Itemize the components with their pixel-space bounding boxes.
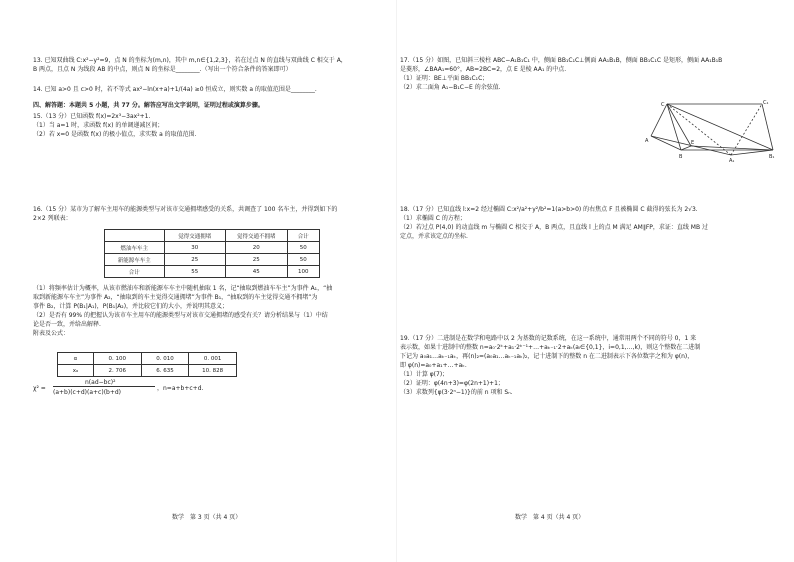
table-row xyxy=(58,365,237,377)
q16-part-2a: （2）是否有 99% 的把握认为该市车主用车的能源类型与对该市交通拥堵的感受有关？请分析结果与（1）中结 xyxy=(33,312,328,319)
label-A1: A₁ xyxy=(729,158,735,162)
table-cell xyxy=(105,230,165,242)
table-cell: 0. 010 xyxy=(141,353,189,365)
label-B1: B₁ xyxy=(769,154,775,160)
label-A: A xyxy=(645,138,649,144)
table-cell: 觉得交通不拥堵 xyxy=(226,230,288,242)
q19-line-7: （3）求数列{φ(3·2ⁿ−1)}的前 n 项和 Sₙ. xyxy=(400,389,513,396)
q16-line-2: 2×2 列联表： xyxy=(33,215,72,222)
q18-line-2: （1）求椭圆 C 的方程； xyxy=(400,215,466,222)
q17-line-1: 17.（15 分）如图，已知斜三棱柱 ABC−A₁B₁C₁ 中，侧面 BB₁C₁C⊥侧面 AA₁B₁B，侧面 BB₁C₁C 是矩形，侧面 AA₁B₁B xyxy=(400,57,723,64)
question-18 xyxy=(400,205,708,241)
question-15 xyxy=(33,112,197,139)
table-header-row xyxy=(105,230,320,242)
table-cell: α xyxy=(58,353,94,365)
segment-E-C xyxy=(667,104,691,146)
table-cell: 55 xyxy=(164,266,226,278)
q19-line-3: 下记为 a₀a₁…aₖ₋₁aₖ，再(n)₂=(a₀a₁…aₖ₋₁aₖ)₂，记十进制下的整数 n 在二进制表示下各位数字之和为 φ(n)， xyxy=(400,353,694,360)
question-14 xyxy=(33,85,317,94)
label-E: E xyxy=(691,140,695,146)
section-header: 四、解答题：本题共 5 小题，共 77 分。解答应写出文字说明，证明过程或演算步骤。 xyxy=(33,102,264,109)
q15-line-1: 15.（13 分）已知函数 f(x)=2x³−3ax²+1. xyxy=(33,113,151,120)
question-13 xyxy=(33,56,347,74)
q15-line-2: （1）当 a=1 时，求函数 f(x) 的单调递减区间； xyxy=(33,122,164,129)
q14-line-1: 14. 已知 a>0 且 c>0 时，若不等式 ax²−ln(x+a)+1/(4a) ≥0 恒成立，则实数 a 的取值范围是________. xyxy=(33,86,317,93)
formula-numerator: n(ad−bc)² xyxy=(85,379,116,386)
question-16-intro xyxy=(33,205,337,223)
table-row xyxy=(105,242,320,254)
table-cell: 新能源车车主 xyxy=(105,254,165,266)
table-cell: 25 xyxy=(226,254,288,266)
table-cell: 30 xyxy=(164,242,226,254)
edge-C-B xyxy=(667,104,681,150)
label-B: B xyxy=(679,154,683,160)
q18-line-3: （2）若过点 P(4,0) 的动直线 m 与椭圆 C 相交于 A，B 两点，且直线 l 上的点 M 满足 AM∥FP，求证：直线 MB 过 xyxy=(400,224,709,231)
q17-line-2: 是菱形，∠BAA₁=60°，AB=2BC=2，点 E 是棱 AA₁ 的中点. xyxy=(400,66,567,73)
page-4 xyxy=(397,0,794,562)
table-cell: 50 xyxy=(287,254,319,266)
fraction-bar xyxy=(53,386,155,387)
edge-C-A xyxy=(651,104,667,136)
edge-C1-B1 xyxy=(762,104,773,150)
q16-part-1c: 事件 B₂，计算 P(B₁|A₁)，P(B₁|A₂)，并比较它们的大小，并说明其意义； xyxy=(33,303,229,310)
page-footer: 数学 第 3 页（共 4 页） xyxy=(172,514,242,521)
table-cell: 0. 100 xyxy=(93,353,141,365)
question-16-parts xyxy=(33,284,332,338)
q16-appendix-label: 附表及公式： xyxy=(33,330,70,337)
q16-part-1b: 取到新能源车车主”为事件 A₂，“抽取到的车主觉得交通拥堵”为事件 B₁，“抽取到的车主觉得交通不拥堵”为 xyxy=(33,294,318,301)
q18-line-1: 18.（17 分）已知直线 l:x=2 经过椭圆 C:x²/a²+y²/b²=1(a>b>0) 的右焦点 F 且被椭圆 C 截得的弦长为 2√3. xyxy=(400,206,698,213)
table-cell: 0. 001 xyxy=(189,353,237,365)
q13-line-1: 13. 已知双曲线 C:x²−y²=9，点 N 的坐标为(m,n)，其中 m,n∈{1,2,3}，若在过点 N 的直线与双曲线 C 相交于 A， xyxy=(33,57,347,64)
question-17 xyxy=(400,56,722,92)
q13-line-2: B 两点，且点 N 为线段 AB 的中点，则点 N 的坐标是________.（写出一个符合条件的答案即可） xyxy=(33,66,292,73)
label-C: C xyxy=(661,102,665,108)
contingency-table xyxy=(104,229,320,278)
q16-line-1: 16.（15 分）某市为了解车主用车的能源类型与对该市交通拥堵感受的关系，共调查了 100 名车主，并得到如下的 xyxy=(33,206,338,213)
table-cell: 50 xyxy=(287,242,319,254)
hidden-A1-C1 xyxy=(731,104,762,155)
q19-line-2: 表示数，如果十进制中的整数 n=a₀·2ᵏ+a₁·2ᵏ⁻¹+…+aₖ₋₁·2+aₖ(aᵢ∈{0,1}，i=0,1,…,k)，则这个整数在二进制 xyxy=(400,344,701,351)
table-cell: 2. 706 xyxy=(93,365,141,377)
table-row xyxy=(58,353,237,365)
table-cell: 25 xyxy=(164,254,226,266)
segment-E-B1 xyxy=(691,146,773,150)
question-19 xyxy=(400,334,700,397)
table-cell: 100 xyxy=(287,266,319,278)
page-footer: 数学 第 4 页（共 4 页） xyxy=(515,514,585,521)
q17-line-3: （1）证明：BE⊥平面 BB₁C₁C； xyxy=(400,75,489,82)
edge-A1-B1 xyxy=(731,150,773,155)
q17-line-4: （2）求二面角 A₁−B₁C−E 的余弦值. xyxy=(400,84,501,91)
table-cell: 45 xyxy=(226,266,288,278)
label-C1: C₁ xyxy=(763,100,769,106)
segment-B-E xyxy=(681,146,691,150)
table-cell: 20 xyxy=(226,242,288,254)
q19-line-5: （1）计算 φ(7)； xyxy=(400,371,449,378)
table-cell: 合计 xyxy=(287,230,319,242)
formula-lhs: χ² = xyxy=(33,385,46,392)
formula-tail: ，n=a+b+c+d. xyxy=(157,385,204,392)
prism-figure xyxy=(645,100,775,162)
q19-line-4: 即 φ(n)=a₀+a₁+…+aₖ. xyxy=(400,362,467,369)
q16-part-1a: （1）将频率估计为概率，从该市燃油车和新能源车车主中随机抽取 1 名，记“抽取到燃油车车主”为事件 A₁，“抽 xyxy=(33,285,333,292)
q16-part-2b: 论是否一致，并给出解释. xyxy=(33,321,101,328)
table-cell: xₐ xyxy=(58,365,94,377)
formula-denominator: (a+b)(c+d)(a+c)(b+d) xyxy=(53,389,122,396)
table-row xyxy=(105,266,320,278)
table-cell: 觉得交通拥堵 xyxy=(164,230,226,242)
edge-A-B xyxy=(651,136,681,150)
table-cell: 合计 xyxy=(105,266,165,278)
q19-line-6: （2）证明：φ(4n+3)=φ(2n+1)+1； xyxy=(400,380,504,387)
q18-line-4: 定点，并求该定点的坐标. xyxy=(400,233,468,240)
table-cell: 燃油车车主 xyxy=(105,242,165,254)
q15-line-3: （2）若 x=0 是函数 f(x) 的极小值点，求实数 a 的取值范围. xyxy=(33,131,197,138)
table-cell: 6. 635 xyxy=(141,365,189,377)
q19-line-1: 19.（17 分）二进制是在数学和电路中以 2 为基数的记数系统，在这一系统中，通常用两个不同的符号 0，1 来 xyxy=(400,335,697,342)
table-cell: 10. 828 xyxy=(189,365,237,377)
critical-value-table xyxy=(57,352,237,377)
diagonal-C-B1 xyxy=(667,104,773,150)
table-row xyxy=(105,254,320,266)
